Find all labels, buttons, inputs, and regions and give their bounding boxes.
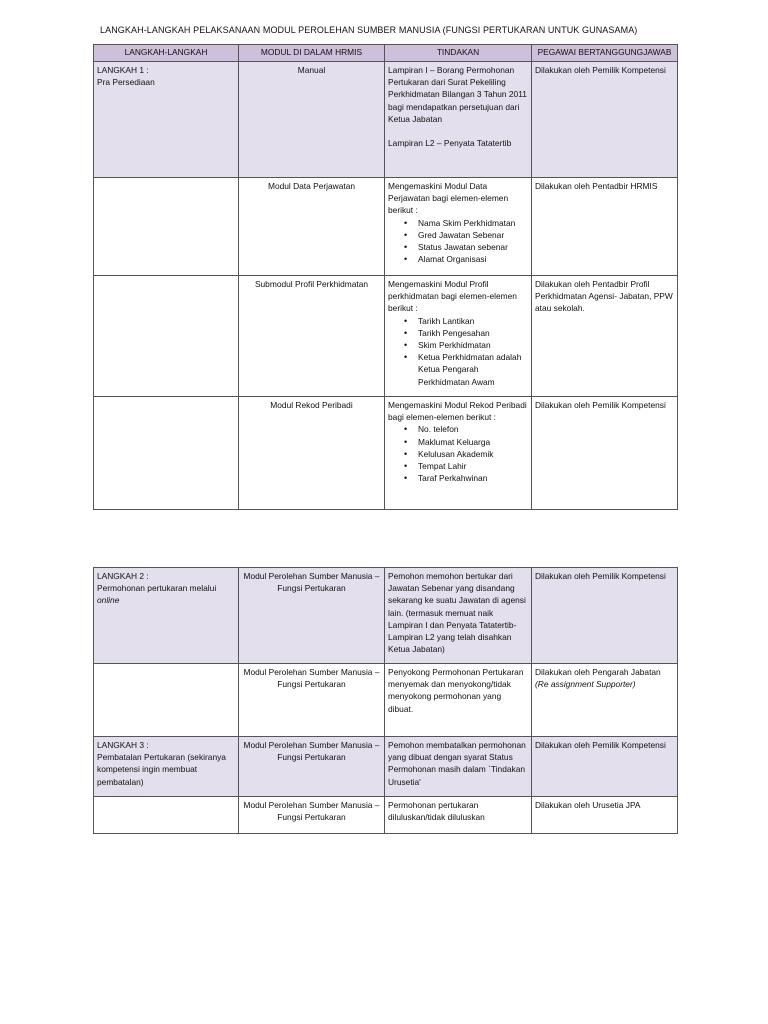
table-row <box>94 797 678 834</box>
list-item: • No. telefon <box>418 423 528 435</box>
table-row <box>94 568 678 664</box>
list-item: • Tarikh Lantikan <box>418 315 528 327</box>
header-row <box>94 45 678 62</box>
step-cell <box>94 397 239 510</box>
list-item: • Gred Jawatan Sebenar <box>418 229 528 241</box>
action-cell <box>385 178 532 276</box>
module-cell: Modul Perolehan Sumber Manusia – Fungsi Pertukaran <box>239 664 385 737</box>
step-cell <box>94 276 239 397</box>
list-item: • Tarikh Pengesahan <box>418 327 528 339</box>
action-text: Lampiran I – Borang Permohonan Pertukaran dari Surat Pekeliling Perkhidmatan Bilangan 3 Tahun 2011 bagi mendapatkan persetujuan dari Ketua Jabatan <box>388 65 527 124</box>
action-cell: Pemohon membatalkan permohonan yang dibuat dengan syarat Status Permohonan masih dalam `Tindakan Urusetia' <box>385 737 532 797</box>
officer-cell: Dilakukan oleh Pemilik Kompetensi <box>532 62 678 178</box>
list-item: • Alamat Organisasi <box>418 253 528 265</box>
table-row <box>94 178 678 276</box>
steps-table-1 <box>93 44 678 510</box>
step-cell <box>94 568 239 664</box>
document-title: LANGKAH-LANGKAH PELAKSANAAN MODUL PEROLEHAN SUMBER MANUSIA (FUNGSI PERTUKARAN UNTUK GUNASAMA) <box>100 25 638 35</box>
step-desc: Pembatalan Pertukaran (sekiranya kompetensi ingin membuat pembatalan) <box>97 752 226 787</box>
list-item: • Maklumat Keluarga <box>418 436 528 448</box>
list-item: • Status Jawatan sebenar <box>418 241 528 253</box>
step-label: LANGKAH 1 : <box>97 65 149 75</box>
element-list <box>388 423 528 484</box>
module-cell: Modul Data Perjawatan <box>239 178 385 276</box>
action-cell <box>385 397 532 510</box>
step-cell <box>94 737 239 797</box>
steps-table-2 <box>93 567 678 834</box>
header-officer: PEGAWAI BERTANGGUNGJAWAB <box>532 45 678 62</box>
module-cell: Modul Perolehan Sumber Manusia – Fungsi Pertukaran <box>239 737 385 797</box>
module-cell: Submodul Profil Perkhidmatan <box>239 276 385 397</box>
officer-cell <box>532 664 678 737</box>
officer-text: Dilakukan oleh Pengarah Jabatan <box>535 667 661 677</box>
step-cell <box>94 797 239 834</box>
table-row <box>94 397 678 510</box>
officer-cell: Dilakukan oleh Pentadbir Profil Perkhidmatan Agensi- Jabatan, PPW atau sekolah. <box>532 276 678 397</box>
action-text: Mengemaskini Modul Data Perjawatan bagi elemen-elemen berikut : <box>388 181 509 216</box>
table-row <box>94 664 678 737</box>
table-row <box>94 62 678 178</box>
officer-cell: Dilakukan oleh Urusetia JPA <box>532 797 678 834</box>
element-list <box>388 315 528 388</box>
officer-cell: Dilakukan oleh Pemilik Kompetensi <box>532 737 678 797</box>
list-item: • Tempat Lahir <box>418 460 528 472</box>
element-list <box>388 217 528 266</box>
table-row <box>94 737 678 797</box>
step-desc: Pra Persediaan <box>97 77 155 88</box>
list-item: • Ketua Perkhidmatan adalah Ketua Pengarah Perkhidmatan Awam <box>418 351 528 388</box>
step-desc: Permohonan pertukaran melalui <box>97 583 217 594</box>
step-cell <box>94 664 239 737</box>
officer-cell: Dilakukan oleh Pentadbir HRMIS <box>532 178 678 276</box>
action-text: Mengemaskini Modul Profil perkhidmatan bagi elemen-elemen berikut : <box>388 279 517 314</box>
list-item: • Nama Skim Perkhidmatan <box>418 217 528 229</box>
header-action: TINDAKAN <box>385 45 532 62</box>
action-cell <box>385 276 532 397</box>
step-cell <box>94 62 239 178</box>
step-label: LANGKAH 2 : <box>97 571 149 581</box>
action-cell: Permohonan pertukaran diluluskan/tidak diluluskan <box>385 797 532 834</box>
module-cell: Modul Perolehan Sumber Manusia –Fungsi Pertukaran <box>239 568 385 664</box>
header-module: MODUL DI DALAM HRMIS <box>239 45 385 62</box>
action-text: Mengemaskini Modul Rekod Peribadi bagi elemen-elemen berikut : <box>388 400 527 423</box>
action-cell <box>385 62 532 178</box>
module-cell: Manual <box>239 62 385 178</box>
module-cell: Modul Perolehan Sumber Manusia – Fungsi Pertukaran <box>239 797 385 834</box>
action-text: Lampiran L2 – Penyata Tatatertib <box>388 138 512 149</box>
officer-role: (Re assignment Supporter) <box>535 679 636 690</box>
list-item: • Skim Perkhidmatan <box>418 339 528 351</box>
action-cell: Penyokong Permohonan Pertukaran menyemak dan menyokong/tidak menyokong permohonan yang dibuat. <box>385 664 532 737</box>
list-item: • Taraf Perkahwinan <box>418 472 528 484</box>
list-item: • Kelulusan Akademik <box>418 448 528 460</box>
step-cell <box>94 178 239 276</box>
officer-cell: Dilakukan oleh Pemilik Kompetensi <box>532 397 678 510</box>
officer-cell: Dilakukan oleh Pemilik Kompetensi <box>532 568 678 664</box>
module-cell: Modul Rekod Peribadi <box>239 397 385 510</box>
step-label: LANGKAH 3 : <box>97 740 149 750</box>
table-row <box>94 276 678 397</box>
header-steps: LANGKAH-LANGKAH <box>94 45 239 62</box>
step-desc-italic: online <box>97 595 120 606</box>
action-cell: Pemohon memohon bertukar dari Jawatan Sebenar yang disandang sekarang ke suatu Jawatan di agensi lain. (termasuk memuat naik Lampiran I dan Penyata Tatatertib-Lampiran L2 yang telah disahkan Ketua Jabatan) <box>385 568 532 664</box>
